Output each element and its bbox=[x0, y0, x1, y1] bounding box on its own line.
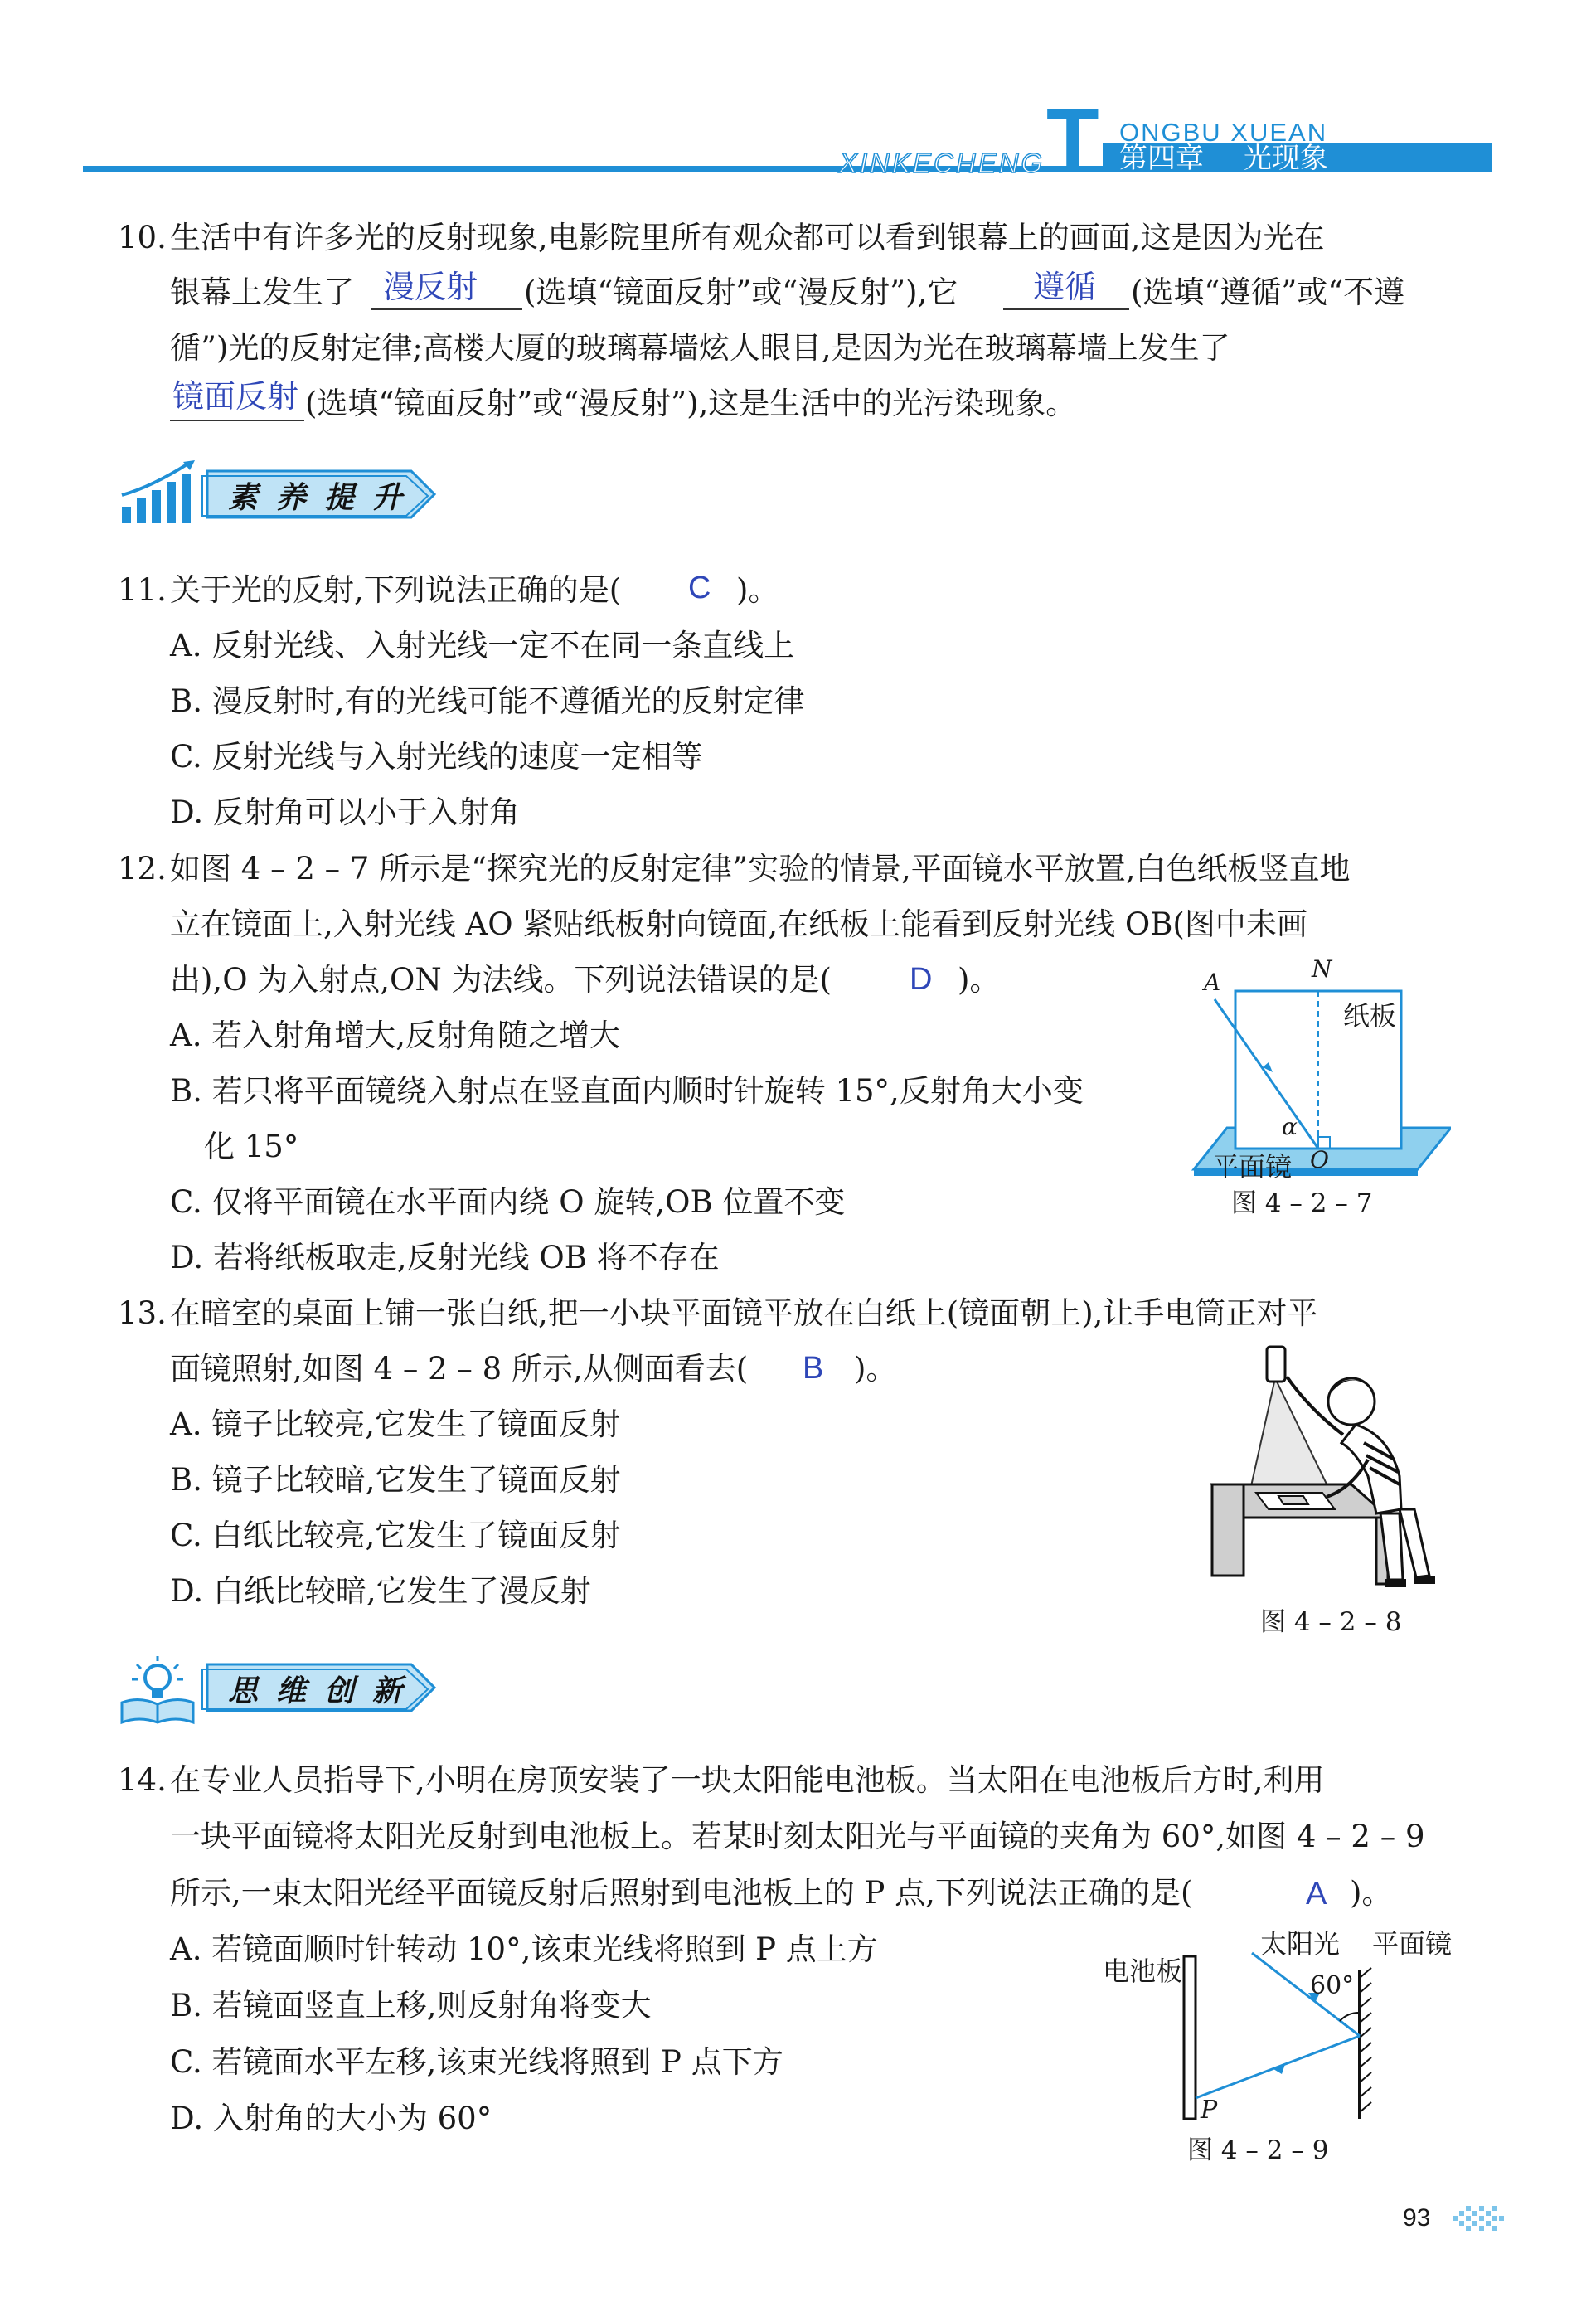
fig-label-alpha: α bbox=[1282, 1113, 1298, 1140]
q14-line-1: 在专业人员指导下,小明在房顶安装了一块太阳能电池板。当太阳在电池板后方时,利用 bbox=[170, 1762, 1325, 1798]
q12-number: 12. bbox=[118, 851, 167, 887]
q12-option-c: C. 仅将平面镜在水平面内绕 O 旋转,OB 位置不变 bbox=[170, 1184, 846, 1220]
q12-line-1: 如图 4 – 2 – 7 所示是“探究光的反射定律”实验的情景,平面镜水平放置,白色纸板竖直地 bbox=[170, 851, 1351, 887]
q13-option-c: C. 白纸比较亮,它发生了镜面反射 bbox=[170, 1518, 621, 1553]
q11-option-c: C. 反射光线与入射光线的速度一定相等 bbox=[170, 739, 703, 775]
q13-option-b: B. 镜子比较暗,它发生了镜面反射 bbox=[170, 1462, 621, 1498]
header-big-letter: T bbox=[1046, 91, 1099, 187]
q12-option-b: B. 若只将平面镜绕入射点在竖直面内顺时针旋转 15°,反射角大小变 bbox=[170, 1073, 1084, 1109]
q13-line-2: 面镜照射,如图 4 – 2 – 8 所示,从侧面看去( bbox=[170, 1351, 749, 1387]
boy-with-flashlight-illustration bbox=[1210, 1343, 1443, 1592]
figure-caption-4-2-8: 图 4 – 2 – 8 bbox=[1260, 1607, 1402, 1637]
q14-line-3-end: )。 bbox=[1350, 1875, 1393, 1911]
q13-option-d: D. 白纸比较暗,它发生了漫反射 bbox=[170, 1573, 591, 1609]
q13-number: 13. bbox=[118, 1295, 167, 1331]
q14-line-2: 一块平面镜将太阳光反射到电池板上。若某时刻太阳光与平面镜的夹角为 60°,如图 4 – 2 – 9 bbox=[170, 1819, 1425, 1854]
q12-line-2: 立在镜面上,入射光线 AO 紧贴纸板射向镜面,在纸板上能看到反射光线 OB(图中未画 bbox=[170, 906, 1307, 942]
q13-answer: B bbox=[803, 1351, 824, 1386]
q14-line-3: 所示,一束太阳光经平面镜反射后照射到电池板上的 P 点,下列说法正确的是( bbox=[170, 1875, 1193, 1911]
q11-stem: 关于光的反射,下列说法正确的是( bbox=[170, 572, 622, 608]
q10-line-1: 生活中有许多光的反射现象,电影院里所有观众都可以看到银幕上的画面,这是因为光在 bbox=[170, 220, 1325, 255]
q10-blank-2 bbox=[1003, 308, 1129, 310]
fig-label-n: N bbox=[1312, 955, 1332, 983]
fig-label-mirror: 平面镜 bbox=[1212, 1151, 1293, 1183]
fig-label-p: P bbox=[1201, 2096, 1218, 2125]
section-title-1: 素养提升 bbox=[228, 480, 421, 515]
page-number: 93 bbox=[1403, 2204, 1431, 2232]
q14-option-c: C. 若镜面水平左移,该束光线将照到 P 点下方 bbox=[170, 2044, 783, 2080]
q11-option-d: D. 反射角可以小于入射角 bbox=[170, 794, 520, 830]
q11-option-a: A. 反射光线、入射光线一定不在同一条直线上 bbox=[170, 628, 795, 663]
q11-option-b: B. 漫反射时,有的光线可能不遵循光的反射定律 bbox=[170, 683, 805, 719]
fig-label-panel: 电池板 bbox=[1103, 1955, 1183, 1987]
q14-answer: A bbox=[1306, 1877, 1327, 1912]
q10-fill-3: 镜面反射 bbox=[172, 380, 299, 415]
header-series-bottom: XINKECHENG bbox=[839, 148, 1045, 178]
section-title-2: 思维创新 bbox=[228, 1673, 421, 1708]
q14-option-a: A. 若镜面顺时针转动 10°,该束光线将照到 P 点上方 bbox=[170, 1931, 878, 1967]
q10-fill-2: 遵循 bbox=[1033, 270, 1097, 305]
q10-line-2b: (选填“镜面反射”或“漫反射”),它 bbox=[524, 274, 958, 310]
fig-label-sun: 太阳光 bbox=[1260, 1928, 1341, 1960]
q14-option-b: B. 若镜面竖直上移,则反射角将变大 bbox=[170, 1988, 652, 2023]
figure-4-2-9 bbox=[1086, 1920, 1467, 2169]
lightbulb-book-icon bbox=[119, 1654, 197, 1725]
fig-label-mirror-2: 平面镜 bbox=[1372, 1928, 1453, 1960]
fig-label-o: O bbox=[1310, 1146, 1329, 1173]
header-chapter-title: 光现象 bbox=[1244, 142, 1328, 175]
q11-answer: C bbox=[688, 571, 711, 605]
footer-ornament-icon bbox=[1451, 2203, 1509, 2236]
q12-option-a: A. 若入射角增大,反射角随之增大 bbox=[170, 1018, 621, 1053]
figure-caption-4-2-9: 图 4 – 2 – 9 bbox=[1187, 2135, 1329, 2165]
bar-chart-icon bbox=[119, 459, 197, 525]
q12-answer: D bbox=[910, 962, 933, 997]
figure-4-2-8 bbox=[1210, 1343, 1443, 1637]
q13-line-2-end: )。 bbox=[854, 1351, 897, 1387]
q10-line-3: 循”)光的反射定律;高楼大厦的玻璃幕墙炫人眼目,是因为光在玻璃幕墙上发生了 bbox=[170, 330, 1230, 366]
q12-line-3: 出),O 为入射点,ON 为法线。下列说法错误的是( bbox=[170, 962, 832, 998]
q10-blank-1 bbox=[371, 308, 522, 310]
q12-line-3-end: )。 bbox=[958, 962, 1001, 998]
figure-4-2-7 bbox=[1169, 955, 1451, 1218]
q10-line-2a: 银幕上发生了 bbox=[170, 274, 354, 310]
q10-line-2c: (选填“遵循”或“不遵 bbox=[1131, 274, 1405, 310]
q11-stem-end: )。 bbox=[736, 572, 779, 608]
q12-option-b-cont: 化 15° bbox=[204, 1129, 299, 1164]
q13-line-1: 在暗室的桌面上铺一张白纸,把一小块平面镜平放在白纸上(镜面朝上),让手电筒正对平 bbox=[170, 1295, 1318, 1331]
header-series-top: ONGBU XUEAN bbox=[1119, 118, 1328, 147]
fig-label-angle: 60° bbox=[1310, 1971, 1355, 2000]
q14-number: 14. bbox=[118, 1762, 167, 1798]
q10-line-4: (选填“镜面反射”或“漫反射”),这是生活中的光污染现象。 bbox=[305, 386, 1077, 421]
q10-blank-3 bbox=[170, 420, 304, 421]
q10-number: 10. bbox=[118, 220, 167, 255]
fig-label-a: A bbox=[1204, 969, 1221, 996]
fig-label-board: 纸板 bbox=[1343, 1000, 1397, 1032]
q13-option-a: A. 镜子比较亮,它发生了镜面反射 bbox=[170, 1406, 621, 1442]
q11-number: 11. bbox=[118, 572, 167, 608]
q14-option-d: D. 入射角的大小为 60° bbox=[170, 2101, 492, 2136]
header-chapter: 第四章 bbox=[1119, 142, 1204, 175]
q10-fill-1: 漫反射 bbox=[383, 270, 478, 305]
q12-option-d: D. 若将纸板取走,反射光线 OB 将不存在 bbox=[170, 1240, 720, 1275]
figure-caption-4-2-7: 图 4 – 2 – 7 bbox=[1231, 1188, 1373, 1218]
